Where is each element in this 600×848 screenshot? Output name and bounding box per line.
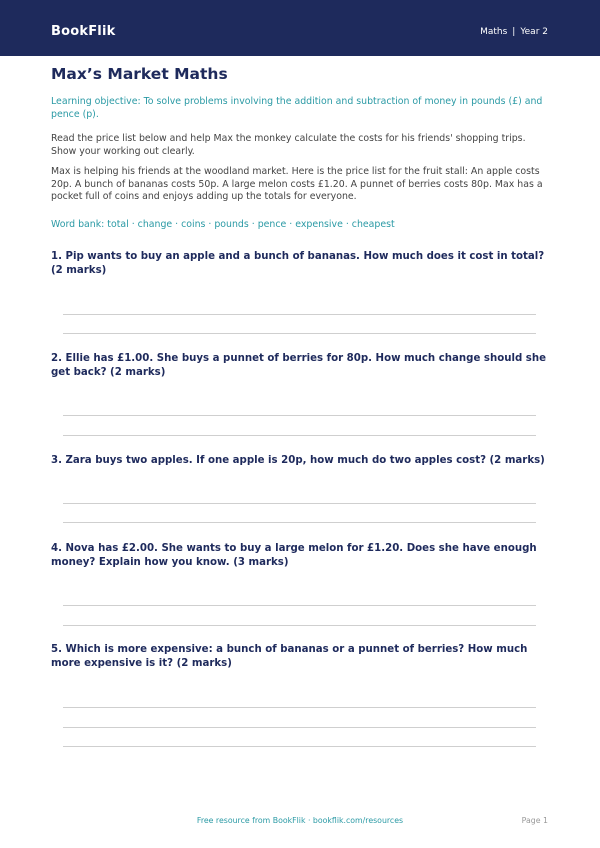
question-text: 2. Ellie has £1.00. She buys a punnet of berries for 80p. How much change should she get back? (2 marks): [51, 353, 547, 378]
word-bank: Word bank: total · change · coins · pounds · pence · expensive · cheapest: [51, 219, 395, 230]
question-3: [51, 454, 547, 468]
question-text: 5. Which is more expensive: a bunch of bananas or a punnet of berries? How much more expensive is it? (2 marks): [51, 644, 528, 669]
story-paragraph: Max is helping his friends at the woodland market. Here is the price list for the fruit stall: An apple costs 20p. A bunch of bananas costs 50p. A large melon costs £1.20. A punnet of berries costs 80p. Max has a pocket full of coins and enjoys adding up the totals for everyone.: [51, 166, 543, 203]
header-separator: |: [512, 27, 516, 37]
header-bar: [0, 0, 600, 56]
subject-label: Maths: [480, 27, 508, 37]
answer-line[interactable]: [63, 503, 536, 504]
answer-line[interactable]: [63, 415, 536, 416]
question-text: 1. Pip wants to buy an apple and a bunch of bananas. How much does it cost in total? (2 marks): [51, 251, 545, 276]
brand-logo-text: BookFlik: [51, 24, 116, 39]
learning-objective: Learning objective: To solve problems involving the addition and subtraction of money in pounds (£) and pence (p).: [51, 96, 543, 120]
answer-line[interactable]: [63, 625, 536, 626]
question-5: [51, 643, 547, 671]
question-2: [51, 352, 547, 380]
answer-line[interactable]: [63, 333, 536, 334]
question-1: [51, 250, 547, 278]
footer-source-link[interactable]: Free resource from BookFlik · bookflik.com/resources: [196, 816, 404, 825]
answer-line[interactable]: [63, 314, 536, 315]
instructions-paragraph: Read the price list below and help Max the monkey calculate the costs for his friends' shopping trips. Show your working out clearly.: [51, 133, 526, 157]
answer-line[interactable]: [63, 522, 536, 523]
year-label: Year 2: [520, 27, 548, 37]
worksheet-title: Max’s Market Maths: [51, 65, 228, 83]
page-number: Page 1: [521, 816, 548, 825]
question-text: 3. Zara buys two apples. If one apple is 20p, how much do two apples cost? (2 marks): [51, 455, 545, 466]
answer-line[interactable]: [63, 605, 536, 606]
answer-line[interactable]: [63, 746, 536, 747]
subject-year-label: [480, 27, 548, 37]
answer-line[interactable]: [63, 707, 536, 708]
question-text: 4. Nova has £2.00. She wants to buy a large melon for £1.20. Does she have enough money? Explain how you know. (3 marks): [51, 543, 537, 568]
question-4: [51, 542, 547, 570]
answer-line[interactable]: [63, 435, 536, 436]
answer-line[interactable]: [63, 727, 536, 728]
